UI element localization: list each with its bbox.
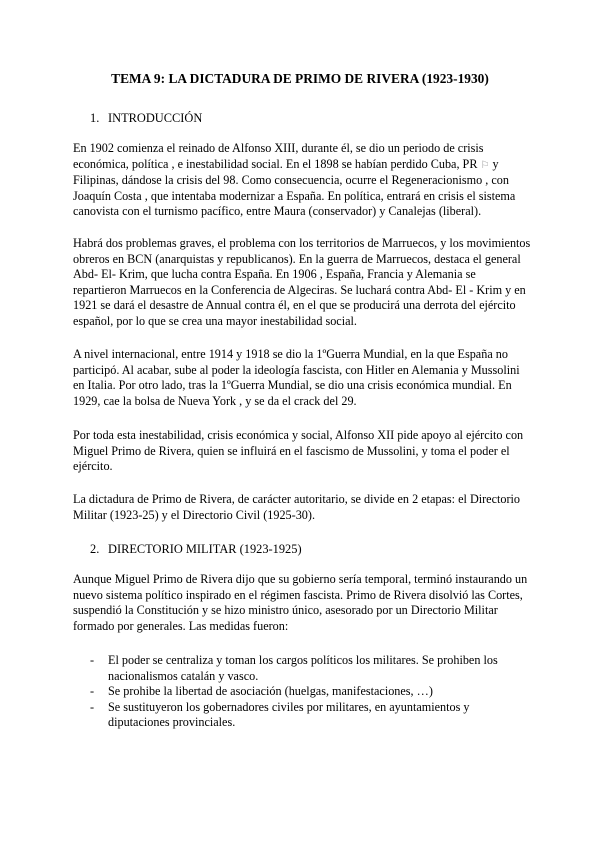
- paragraph-line: formado por generales. Las medidas fueron:: [73, 618, 289, 633]
- paragraph-line: En 1902 comienza el reinado de Alfonso XIII, durante él, se dio un periodo de crisis: [73, 141, 484, 155]
- paragraph-3: [73, 347, 533, 409]
- paragraph-line: Militar (1923-25) y el Directorio Civil (1925-30).: [73, 507, 316, 522]
- paragraph-line: [73, 157, 533, 174]
- section-number: 1.: [90, 111, 100, 125]
- paragraph-line: Por toda esta inestabilidad, crisis económica y social, Alfonso XII pide apoyo al ejército con: [73, 428, 524, 442]
- paragraph-line: español, por lo que se crea una mayor inestabilidad social.: [73, 313, 357, 328]
- list-item: [90, 653, 530, 684]
- paragraph-5: [73, 492, 533, 523]
- paragraph-2: [73, 236, 533, 330]
- section-heading-directorio-militar: [90, 541, 302, 557]
- paragraph-line: Joaquín Costa , que intentaba modernizar a España. En política, entrará en crisis el sistema: [73, 188, 516, 203]
- list-marker: -: [90, 699, 95, 714]
- paragraph-line: obreros en BCN (anarquistas y republicanos). En la guerra de Marruecos, destaca el general: [73, 251, 521, 266]
- list-item: [90, 700, 530, 731]
- paragraph-line: Filipinas, dándose la crisis del 98. Como consecuencia, ocurre el Regeneracionismo , con: [73, 173, 509, 188]
- list-marker: -: [90, 684, 95, 699]
- list-item: [90, 684, 530, 700]
- document-title: TEMA 9: LA DICTADURA DE PRIMO DE RIVERA (1923-1930): [111, 71, 489, 86]
- paragraph-line: Miguel Primo de Rivera, quien se influirá en el fascismo de Mussolini, y toma el poder el: [73, 443, 510, 458]
- paragraph-line: Aunque Miguel Primo de Rivera dijo que su gobierno sería temporal, terminó instaurando un: [73, 572, 528, 586]
- section-heading-text: INTRODUCCIÓN: [108, 111, 203, 125]
- paragraph-line: ejército.: [73, 459, 113, 474]
- paragraph-line: Abd- El- Krim, que lucha contra España. En 1906 , España, Francia y Alemania se: [73, 267, 476, 282]
- paragraph-line: en Italia. Por otro lado, tras la 1ºGuerra Mundial, se dio una crisis económica mundial. En: [73, 378, 512, 393]
- paragraph-6: [73, 572, 533, 634]
- list-marker: -: [90, 653, 95, 667]
- paragraph-line: La dictadura de Primo de Rivera, de carácter autoritario, se divide en 2 etapas: el Directorio: [73, 492, 521, 506]
- paragraph-line-text: económica, política , e inestabilidad social. En el 1898 se habían perdido Cuba, PR: [73, 156, 478, 171]
- section-number: 2.: [90, 542, 100, 556]
- paragraph-4: [73, 428, 533, 475]
- paragraph-line: 1921 se dará el desastre de Annual contra él, en el que se producirá una derrota del ejército: [73, 298, 516, 313]
- section-heading-introduccion: [90, 110, 202, 126]
- paragraph-line: A nivel internacional, entre 1914 y 1918 se dio la 1ºGuerra Mundial, en la que España no: [73, 347, 508, 361]
- paragraph-line: nuevo sistema político inspirado en el régimen fascista. Primo de Rivera disolvió las Cortes,: [73, 587, 523, 602]
- paragraph-line-tail: y: [492, 156, 499, 171]
- list-item-line: nacionalismos catalán y vasco.: [108, 668, 259, 683]
- section-heading-text: DIRECTORIO MILITAR (1923-1925): [108, 542, 302, 556]
- paragraph-line: canovista con el turnismo pacífico, entre Maura (conservador) y Canalejas (liberal).: [73, 204, 482, 219]
- paragraph-line: participó. Al acabar, sube al poder la ideología fascista, con Hitler en Alemania y Mussolini: [73, 362, 520, 377]
- measures-list: [90, 653, 530, 731]
- paragraph-line: repartieron Marruecos en la Conferencia de Algeciras. Se luchará contra Abd- El - Krim y en: [73, 282, 526, 297]
- paragraph-line: Habrá dos problemas graves, el problema con los territorios de Marruecos, y los movimientos: [73, 236, 531, 250]
- flag-placeholder-icon: ⚐: [480, 159, 490, 171]
- paragraph-line: 1929, cae la bolsa de Nueva York , y se da el crack del 29.: [73, 393, 357, 408]
- list-item-line: El poder se centraliza y toman los cargos políticos los militares. Se prohiben los: [108, 653, 498, 667]
- paragraph-line: suspendió la Constitución y se hizo ministro único, asesorado por un Directorio Militar: [73, 603, 498, 618]
- list-item-line: diputaciones provinciales.: [108, 715, 236, 730]
- list-item-line: Se prohibe la libertad de asociación (huelgas, manifestaciones, …): [108, 684, 433, 699]
- list-item-line: Se sustituyeron los gobernadores civiles por militares, en ayuntamientos y: [108, 699, 470, 714]
- paragraph-1: [73, 141, 533, 220]
